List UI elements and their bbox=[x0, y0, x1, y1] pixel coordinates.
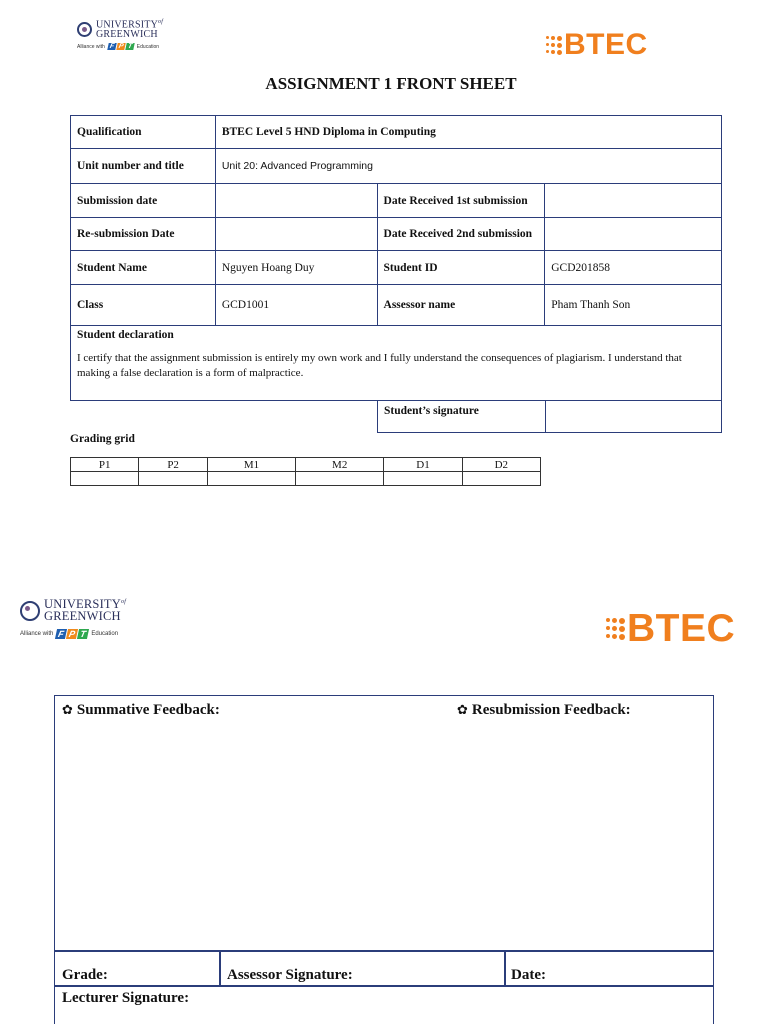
date-received-1-field[interactable] bbox=[545, 184, 722, 218]
lecturer-signature-label: Lecturer Signature: bbox=[62, 990, 190, 1006]
grading-grid-label: Grading grid bbox=[70, 433, 135, 445]
grade-cell-m2[interactable] bbox=[296, 472, 384, 486]
divider bbox=[219, 950, 221, 986]
divider bbox=[54, 985, 714, 987]
grading-grid-value-row bbox=[71, 472, 541, 486]
resubmission-date-label: Re-submission Date bbox=[71, 218, 216, 251]
grade-cell-m1[interactable] bbox=[207, 472, 295, 486]
date-received-2-field[interactable] bbox=[545, 218, 722, 251]
qualification-value: BTEC Level 5 HND Diploma in Computing bbox=[215, 116, 721, 149]
submission-date-field[interactable] bbox=[215, 184, 377, 218]
declaration-text: I certify that the assignment submission is entirely my own work and I fully understand the consequences of plagiarism. I understand that making a false declaration is a form of malpractice. bbox=[77, 352, 682, 379]
grade-cell-p1[interactable] bbox=[71, 472, 139, 486]
fpt-logo: F P T bbox=[108, 43, 133, 51]
student-id-value: GCD201858 bbox=[545, 251, 722, 285]
unit-value: Unit 20: Advanced Programming bbox=[215, 149, 721, 184]
table-row bbox=[71, 251, 722, 285]
student-name-value: Nguyen Hoang Duy bbox=[215, 251, 377, 285]
summative-feedback-heading: ✿ Summative Feedback: bbox=[62, 702, 220, 718]
grading-grid bbox=[70, 457, 541, 486]
grade-header-p2: P2 bbox=[139, 458, 207, 472]
student-signature-label: Student’s signature bbox=[384, 405, 479, 417]
resubmission-feedback-heading: ✿ Resubmission Feedback: bbox=[457, 702, 631, 718]
student-signature-field[interactable] bbox=[545, 400, 722, 433]
grade-label: Grade: bbox=[62, 967, 108, 983]
date-received-2-label: Date Received 2nd submission bbox=[377, 218, 545, 251]
table-row bbox=[71, 184, 722, 218]
btec-wordmark: BTEC bbox=[627, 607, 736, 650]
declaration-title: Student declaration bbox=[77, 329, 174, 341]
assessor-signature-label: Assessor Signature: bbox=[227, 967, 353, 983]
fpt-logo: F P T bbox=[56, 629, 88, 639]
page-title: ASSIGNMENT 1 FRONT SHEET bbox=[265, 74, 517, 93]
table-row bbox=[71, 116, 722, 149]
university-line2: GREENWICH bbox=[96, 28, 158, 40]
resubmission-feedback-area[interactable] bbox=[455, 725, 707, 947]
btec-wordmark: BTEC bbox=[564, 28, 648, 61]
divider bbox=[504, 950, 506, 986]
student-name-label: Student Name bbox=[71, 251, 216, 285]
grade-cell-p2[interactable] bbox=[139, 472, 207, 486]
gear-icon: ✿ bbox=[62, 703, 73, 718]
submission-date-label: Submission date bbox=[71, 184, 216, 218]
grade-header-d2: D2 bbox=[462, 458, 540, 472]
summative-feedback-area[interactable] bbox=[60, 725, 450, 947]
greenwich-seal-icon bbox=[20, 601, 40, 621]
grade-cell-d2[interactable] bbox=[462, 472, 540, 486]
grade-header-m2: M2 bbox=[296, 458, 384, 472]
grade-header-p1: P1 bbox=[71, 458, 139, 472]
divider bbox=[54, 950, 714, 952]
table-row bbox=[71, 149, 722, 184]
table-row bbox=[71, 285, 722, 326]
student-signature-label-cell bbox=[377, 400, 546, 433]
class-value: GCD1001 bbox=[215, 285, 377, 326]
grade-header-d1: D1 bbox=[384, 458, 462, 472]
declaration-section bbox=[70, 325, 722, 401]
resubmission-date-field[interactable] bbox=[215, 218, 377, 251]
assessor-label: Assessor name bbox=[377, 285, 545, 326]
grading-grid-header-row bbox=[71, 458, 541, 472]
gear-icon: ✿ bbox=[457, 703, 468, 718]
btec-logo-page2 bbox=[606, 607, 735, 651]
university-line1: UNIVERSITY bbox=[96, 19, 158, 31]
qualification-label: Qualification bbox=[71, 116, 216, 149]
greenwich-seal-icon bbox=[77, 22, 92, 37]
unit-label: Unit number and title bbox=[71, 149, 216, 184]
date-received-1-label: Date Received 1st submission bbox=[377, 184, 545, 218]
university-logo: $UNIVERSITY^{of}$ GREENWICH Alliance with F P T Education bbox=[77, 19, 164, 51]
alliance-line: Alliance with F P T Education bbox=[77, 43, 160, 51]
alliance-line: Alliance with F P T Education bbox=[20, 628, 119, 639]
university-logo-page2: $UNIVERSITY^{of}$ GREENWICH Alliance with F P T Education bbox=[20, 597, 127, 639]
grade-cell-d1[interactable] bbox=[384, 472, 462, 486]
class-label: Class bbox=[71, 285, 216, 326]
btec-dots-icon bbox=[546, 36, 562, 55]
btec-logo bbox=[546, 28, 648, 62]
table-row bbox=[71, 218, 722, 251]
btec-dots-icon bbox=[606, 618, 625, 640]
assessor-value: Pham Thanh Son bbox=[545, 285, 722, 326]
student-id-label: Student ID bbox=[377, 251, 545, 285]
grade-header-m1: M1 bbox=[207, 458, 295, 472]
front-sheet-table bbox=[70, 115, 722, 326]
date-label: Date: bbox=[511, 967, 546, 983]
